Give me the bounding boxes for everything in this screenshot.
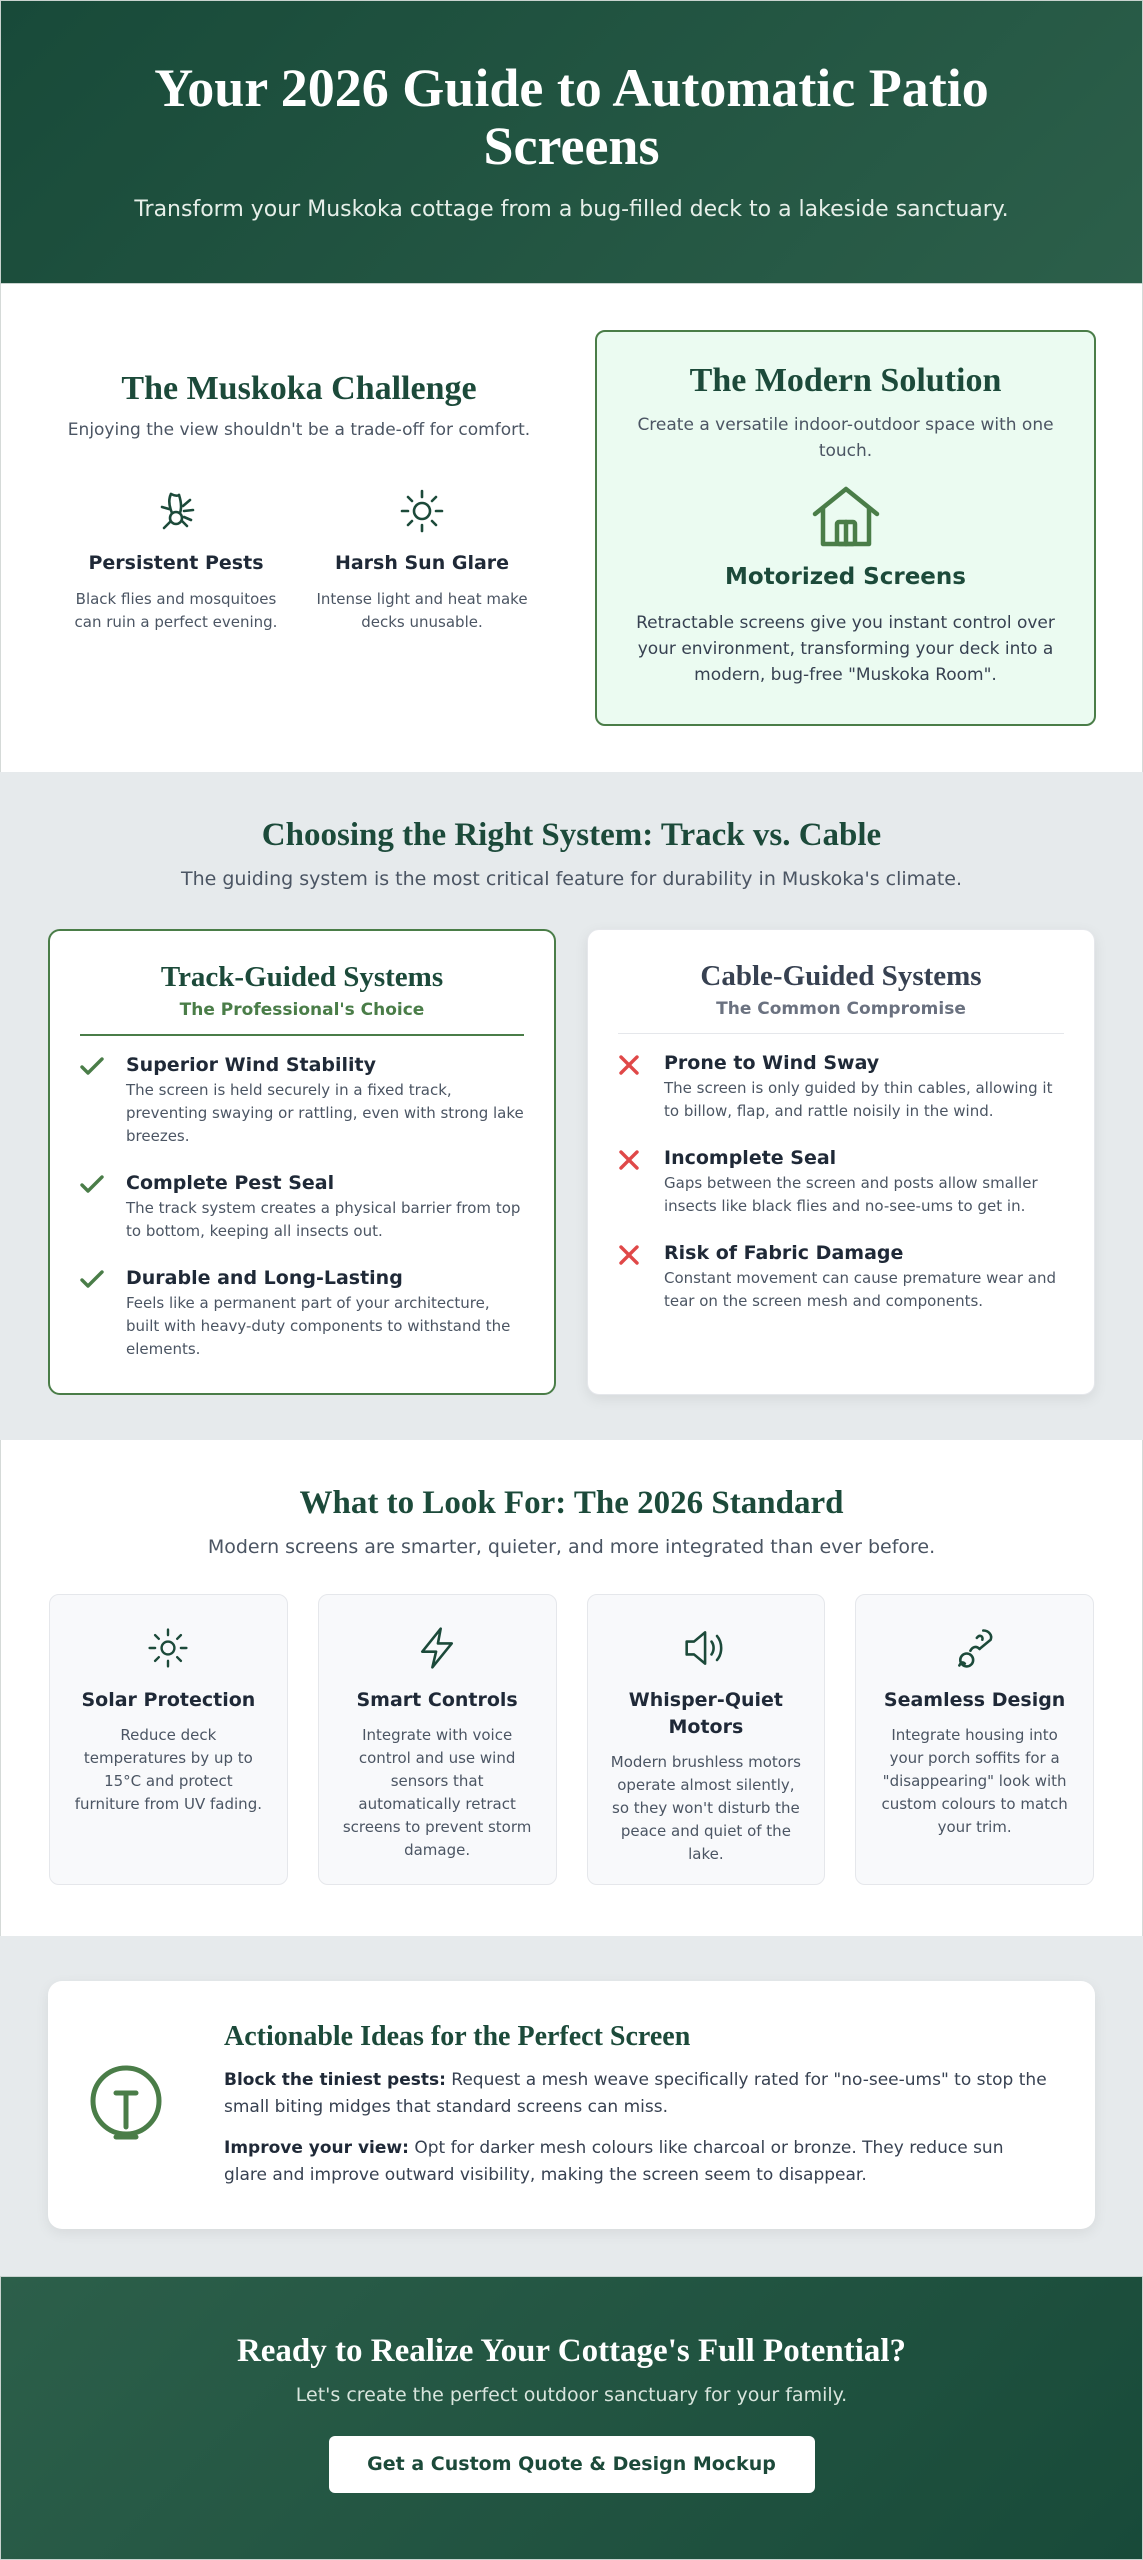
- challenge-item: [68, 484, 284, 634]
- house-icon: [631, 484, 1060, 550]
- sun-icon: [72, 1623, 265, 1673]
- track-feature: [80, 1054, 524, 1148]
- track-card-tag: The Professional's Choice: [179, 1000, 425, 1020]
- feature-title: Seamless Design: [883, 1689, 1066, 1711]
- cable-card-tag: The Common Compromise: [716, 999, 966, 1019]
- get-quote-button[interactable]: Get a Custom Quote & Design Mockup: [329, 2436, 815, 2493]
- solution-title: The Modern Solution: [689, 362, 1002, 399]
- solution-subtitle: Create a versatile indoor-outdoor space with one touch.: [637, 415, 1054, 461]
- track-feature: [80, 1172, 524, 1243]
- palette-icon: [878, 1623, 1071, 1673]
- ideas-section: [0, 1936, 1143, 2276]
- track-feature-text: The screen is held securely in a fixed track, preventing swaying or rattling, even with strong lake breezes.: [126, 1081, 524, 1145]
- x-mark-icon: [618, 1242, 664, 1313]
- feature-text: Integrate housing into your porch soffits for a "disappearing" look with custom colours to match your trim.: [881, 1726, 1068, 1836]
- checkmark-icon: [80, 1267, 126, 1361]
- standard-subtitle: Modern screens are smarter, quieter, and more integrated than ever before.: [207, 1536, 936, 1558]
- idea-item: [224, 2135, 1051, 2189]
- bug-icon: [68, 484, 284, 538]
- challenge-section: [0, 284, 1143, 772]
- track-card-title: Track-Guided Systems: [160, 961, 444, 993]
- compare-title: Choosing the Right System: Track vs. Cable: [261, 817, 882, 853]
- challenge-item-title: Persistent Pests: [88, 552, 264, 574]
- feature-title: Solar Protection: [81, 1689, 256, 1711]
- ideas-title: Actionable Ideas for the Perfect Screen: [224, 2021, 691, 2052]
- challenge-title: The Muskoka Challenge: [121, 370, 477, 407]
- compare-section: [0, 772, 1143, 1440]
- idea-label: Improve your view:: [224, 2138, 409, 2158]
- feature-title: Whisper-Quiet Motors: [628, 1689, 783, 1738]
- challenge-item-title: Harsh Sun Glare: [334, 552, 510, 574]
- feature-title: Smart Controls: [356, 1689, 518, 1711]
- checkmark-icon: [80, 1054, 126, 1148]
- cable-drawback: [618, 1052, 1064, 1123]
- challenge-items: [49, 484, 549, 634]
- cable-drawback-text: Gaps between the screen and posts allow smaller insects like black flies and no-see-ums to get in.: [664, 1174, 1038, 1215]
- feature-text: Reduce deck temperatures by up to 15°C and protect furniture from UV fading.: [74, 1726, 262, 1813]
- x-mark-icon: [618, 1052, 664, 1123]
- cable-drawback-title: Risk of Fabric Damage: [664, 1242, 904, 1264]
- idea-text: Request a mesh weave specifically rated for "no-see-ums" to stop the small biting midges that standard screens can miss.: [224, 2070, 1047, 2117]
- page-title: Your 2026 Guide to Automatic Patio Screens: [154, 58, 989, 176]
- track-feature: [80, 1267, 524, 1361]
- challenge-item: [314, 484, 530, 634]
- feature-text: Integrate with voice control and use wind sensors that automatically retract screens to prevent storm damage.: [342, 1726, 532, 1859]
- divider: [618, 1033, 1064, 1034]
- cable-drawback-text: The screen is only guided by thin cables, allowing it to billow, flap, and rattle noisily in the wind.: [664, 1079, 1053, 1120]
- standard-features: [1, 1594, 1142, 1885]
- cable-drawback: [618, 1147, 1064, 1218]
- feature-card: [49, 1594, 288, 1885]
- idea-text: Opt for darker mesh colours like charcoal or bronze. They reduce sun glare and improve outward visibility, making the screen seem to disappear.: [224, 2138, 1004, 2185]
- standard-section: [0, 1440, 1143, 1936]
- feature-card: [587, 1594, 826, 1885]
- track-feature-title: Complete Pest Seal: [126, 1172, 335, 1194]
- cta-title: Ready to Realize Your Cottage's Full Potential?: [236, 2333, 907, 2369]
- idea-label: Block the tiniest pests:: [224, 2070, 446, 2090]
- compare-subtitle: The guiding system is the most critical feature for durability in Muskoka's climate.: [180, 868, 963, 890]
- x-mark-icon: [618, 1147, 664, 1218]
- track-feature-title: Durable and Long-Lasting: [126, 1267, 403, 1289]
- challenge-item-text: Intense light and heat make decks unusable.: [316, 590, 528, 631]
- track-guided-card: [48, 929, 556, 1395]
- speaker-icon: [610, 1623, 803, 1673]
- feature-text: Modern brushless motors operate almost silently, so they won't disturb the peace and quiet of the lake.: [610, 1753, 801, 1863]
- lightning-icon: [341, 1623, 534, 1673]
- feature-card: [318, 1594, 557, 1885]
- cable-drawback-title: Incomplete Seal: [664, 1147, 837, 1169]
- standard-title: What to Look For: The 2026 Standard: [299, 1485, 844, 1521]
- ideas-card: [48, 1981, 1095, 2229]
- track-feature-text: The track system creates a physical barrier from top to bottom, keeping all insects out.: [126, 1199, 521, 1240]
- cable-guided-card: [587, 929, 1095, 1395]
- divider: [80, 1034, 524, 1036]
- lightbulb-icon: [88, 2021, 224, 2229]
- cta-section: [0, 2276, 1143, 2560]
- cta-subtitle: Let's create the perfect outdoor sanctuary for your family.: [295, 2384, 848, 2406]
- cable-drawback-title: Prone to Wind Sway: [664, 1052, 880, 1074]
- track-feature-text: Feels like a permanent part of your architecture, built with heavy-duty components to withstand the elements.: [126, 1294, 511, 1358]
- solution-feature-text: Retractable screens give you instant control over your environment, transforming your deck into a modern, bug-free "Muskoka Room".: [636, 613, 1055, 685]
- challenge-subtitle: Enjoying the view shouldn't be a trade-off for comfort.: [67, 420, 531, 440]
- cable-card-title: Cable-Guided Systems: [700, 960, 982, 992]
- idea-item: [224, 2067, 1051, 2121]
- sun-icon: [314, 484, 530, 538]
- challenge-item-text: Black flies and mosquitoes can ruin a perfect evening.: [74, 590, 278, 631]
- cable-drawback-text: Constant movement can cause premature wear and tear on the screen mesh and components.: [664, 1269, 1057, 1310]
- solution-card: [595, 330, 1096, 726]
- cable-drawback: [618, 1242, 1064, 1313]
- checkmark-icon: [80, 1172, 126, 1243]
- track-feature-title: Superior Wind Stability: [126, 1054, 377, 1076]
- feature-card: [855, 1594, 1094, 1885]
- hero: [0, 0, 1143, 284]
- hero-subtitle: Transform your Muskoka cottage from a bug-filled deck to a lakeside sanctuary.: [134, 197, 1009, 222]
- challenge-column: [49, 284, 549, 634]
- solution-feature-title: Motorized Screens: [725, 564, 966, 590]
